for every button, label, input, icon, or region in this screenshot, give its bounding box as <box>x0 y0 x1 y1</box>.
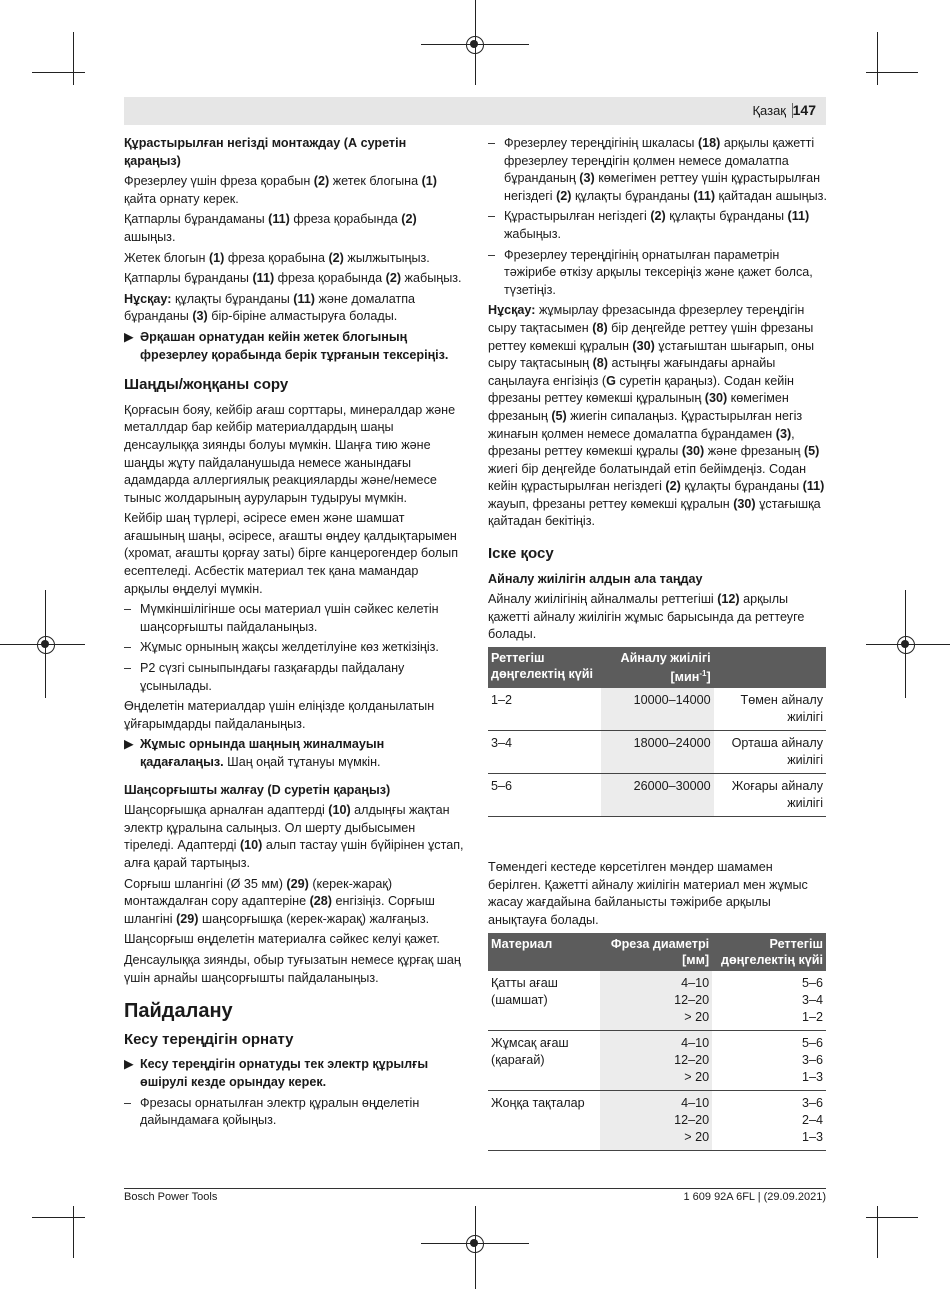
list-item: – Фрезасы орнатылған электр құралын өңделетін дайындамаға қойыңыз. <box>124 1095 420 1128</box>
table-header <box>714 647 826 688</box>
note-paragraph: Нұсқау: жұмырлау фрезасында фрезерлеу тереңдігін сыру тақтасымен (8) бір деңгейде реттеу үшін фрезаны реттеу көмекші құралын (30) ұстағыштан шығарып, оны сыру тақтасының (8) астыңғы жағындағы арнайы саңылауға енгізіңіз (G суретін қараңыз). Содан кейін фрезаны реттеу көмекші құралының (30) көмегімен фрезаның (5) жиегін сипалаңыз. Құрастырылған негіз жинағын қолмен немесе домалатпа бұрандамен (3), фрезаны реттеу көмекші құралы (30) және фрезаның (5) жиегі бір деңгейде болатындай етіп бейімдеңіз. Содан кейін құрастырылған негіздегі (2) құлақты бұранданы (11) жауып, фрезаны реттеу көмекші құралын (30) ұстағышқа қайтадан бекітіңіз. <box>488 303 825 529</box>
registration-dot <box>901 640 909 648</box>
list-item: – Фрезерлеу тереңдігінің шкаласы (18) арқылы қажетті фрезерлеу тереңдігін қолмен немесе домалатпа бұранданың (3) көмегімен реттеу үшін құрастырылған негіздегі (2) құлақты бұранданы (11) қайтадан ашыңыз. <box>488 136 827 203</box>
left-column <box>124 135 464 1133</box>
page-header <box>124 97 826 125</box>
table-row: Жұмсақ ағаш (қарағай) 4–10 12–20 > 20 5–6 3–6 1–3 <box>488 1030 826 1090</box>
paragraph: Шаңсорғышқа арналған адаптерді (10) алдыңғы жақтан электр құралына салыңыз. Ол шерту дыбысымен тіреледі. Адаптерді (10) алып тастау үшін бүйірінен ұстап, алға қарай тартыңыз. <box>124 803 464 870</box>
warning-item: ▶ Жұмыс орнында шаңның жиналмауын қадағалаңыз. Шаң оңай тұтануы мүмкін. <box>124 737 385 769</box>
crop-mark <box>32 1217 85 1218</box>
paragraph: Өңделетін материалдар үшін еліңізде қолданылатын ұйғарымдарды пайдаланыңыз. <box>124 699 435 731</box>
crop-mark <box>866 72 918 73</box>
right-column <box>488 135 828 1151</box>
footer-docnumber: 1 609 92A 6FL | (29.09.2021) <box>683 1191 826 1203</box>
warning-item: ▶ Кесу тереңдігін орнатуды тек электр құрылғы өшірулі кезде орындау керек. <box>124 1057 429 1089</box>
crop-mark <box>877 1206 878 1258</box>
list-item: – Жұмыс орнының жақсы желдетілуіне көз жеткізіңіз. <box>124 640 439 655</box>
table-row: 3–4 18000–24000 Орташа айналу жиілігі <box>488 731 826 774</box>
section-heading: Іске қосу <box>488 545 554 563</box>
list-item: – Құрастырылған негіздегі (2) құлақты бұранданы (11) жабыңыз. <box>488 209 810 241</box>
table-header: Фреза диаметрі [мм] <box>600 933 712 971</box>
registration-dot <box>470 1239 478 1247</box>
triangle-bullet-icon: ▶ <box>124 737 134 752</box>
section-heading: Кесу тереңдігін орнату <box>124 1030 294 1048</box>
list-item: – Фрезерлеу тереңдігінің орнатылған параметрін тәжірибе өткізу арқылы тексеріңіз және қажет болса, түзетіңіз. <box>488 247 813 297</box>
crop-mark <box>866 1217 918 1218</box>
table-header: Реттегіш дөңгелектің күйі <box>712 933 826 971</box>
paragraph: Денсаулыққа зиянды, обыр туғызатын немесе құрғақ шаң үшін арнайы шаңсорғышты пайдаланыңыз. <box>124 952 461 985</box>
page-number: 147 <box>792 102 816 118</box>
paragraph: Айналу жиілігінің айналмалы реттегіші (12) арқылы қажетті айналу жиілігін жұмыс барысында да реттеуге болады. <box>488 592 805 642</box>
registration-dot <box>41 640 49 648</box>
paragraph: Қорғасын бояу, кейбір ағаш сорттары, минералдар және металлдар бар кейбір материалдардың шаңы денсаулыққа зиянды болуы мүмкін. Шаңға тию және шаңды жұту пайдаланушыда немесе жанындағы адамдарда аллергиялық реакцияларды және/немесе тыныс жолдарының ауруларын тудыруы мүмкін. <box>124 402 456 505</box>
speed-table <box>488 647 826 817</box>
paragraph: Жетек блогын (1) фреза қорабына (2) жылжытыңыз. <box>124 250 430 265</box>
paragraph: Кейбір шаң түрлері, әсіресе емен және шамшат ағашының шаңы, әсіресе, ағашты өңдеу қалдықтарымен (хромат, ағашты қорғау заты) бірге канцерогендер болып есептеледі. Асбестік материал тек қана мамандар арқылы өңделуі мүмкін. <box>124 511 459 596</box>
section-heading: Шаңды/жоңқаны сору <box>124 376 289 394</box>
section-heading: Айналу жиілігін алдын ала таңдау <box>488 571 703 586</box>
table-header: Реттегіш дөңгелектің күйі <box>488 647 601 688</box>
material-table <box>488 933 826 1151</box>
section-heading: Құрастырылған негізді монтаждау (А суретін қараңыз) <box>124 136 407 168</box>
crop-mark <box>73 1206 74 1258</box>
registration-dot <box>470 40 478 48</box>
warning-item: ▶ Әрқашан орнатудан кейін жетек блогының фрезерлеу қорабында берік тұрғанын тексеріңіз. <box>124 329 449 362</box>
footer-divider <box>124 1188 826 1189</box>
crop-mark <box>32 72 85 73</box>
table-row: 5–6 26000–30000 Жоғары айналу жиілігі <box>488 774 826 817</box>
crop-mark <box>73 32 74 85</box>
paragraph: Сорғыш шлангіні (Ø 35 мм) (29) (керек-жарақ) монтаждалған сору адаптеріне (28) енгізіңіз. Сорғыш шлангіні (29) шаңсорғышқа (керек-жарақ) жалғаңыз. <box>124 876 435 926</box>
paragraph: Шаңсорғыш өңделетін материалға сәйкес келуі қажет. <box>124 932 440 947</box>
table-header: Материал <box>488 933 600 971</box>
list-item: – Р2 сүзгі сыныпындағы газқағарды пайдалану ұсынылады. <box>124 661 405 693</box>
table-header: Айналу жиілігі [мин$^{-1}$] <box>601 647 713 688</box>
list-item: – Мүмкіншілігінше осы материал үшін сәйкес келетін шаңсорғышты пайдаланыңыз. <box>124 602 439 634</box>
table-row: Қатты ағаш (шамшат) 4–10 12–20 > 20 5–6 3–4 1–2 <box>488 971 826 1031</box>
table-row: Жоңқа тақталар 4–10 12–20 > 20 3–6 2–4 1–3 <box>488 1090 826 1150</box>
section-heading: Шаңсорғышты жалғау (D суретін қараңыз) <box>124 782 391 797</box>
note-paragraph: Нұсқау: құлақты бұранданы (11) және домалатпа бұранданы (3) бір-біріне алмастыруға болады. <box>124 291 416 324</box>
paragraph: Қатпарлы бұрандаманы (11) фреза қорабында (2) ашыңыз. <box>124 212 417 244</box>
crop-mark <box>877 32 878 85</box>
triangle-bullet-icon: ▶ <box>124 329 134 344</box>
footer-brand: Bosch Power Tools <box>124 1191 218 1203</box>
chapter-heading: Пайдалану <box>124 1000 233 1023</box>
header-language: Қазақ <box>752 103 786 118</box>
paragraph: Фрезерлеу үшін фреза қорабын (2) жетек блогына (1) қайта орнату керек. <box>124 174 438 206</box>
paragraph: Қатпарлы бұранданы (11) фреза қорабында (2) жабыңыз. <box>124 271 462 286</box>
table-row: 1–2 10000–14000 Төмен айналу жиілігі <box>488 688 826 731</box>
triangle-bullet-icon: ▶ <box>124 1057 134 1072</box>
paragraph: Төмендегі кестеде көрсетілген мәндер шамамен берілген. Қажетті айналу жиілігін материал мен жұмыс жасау жағдайына байланысты тәжірибе арқылы анықтауға болады. <box>488 860 808 927</box>
